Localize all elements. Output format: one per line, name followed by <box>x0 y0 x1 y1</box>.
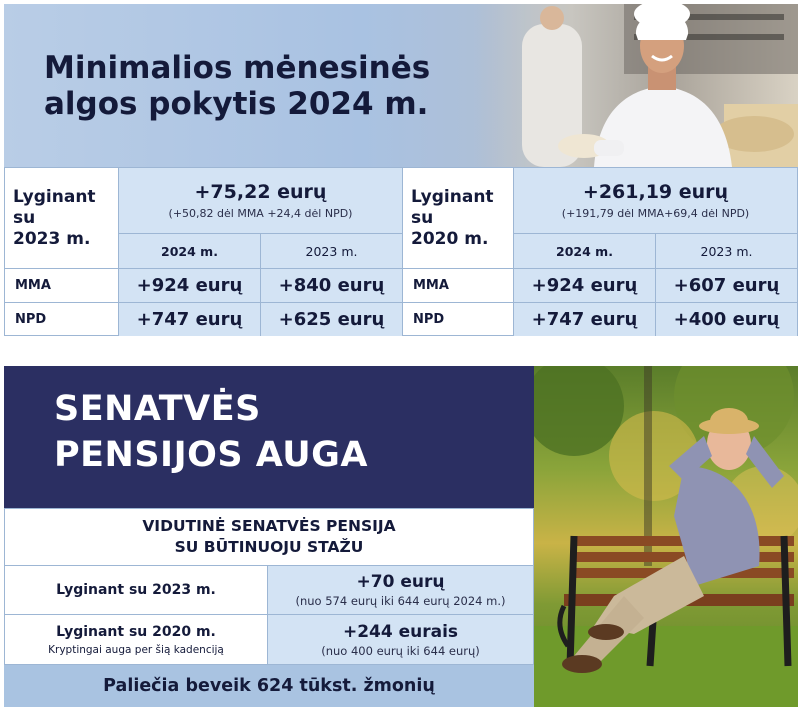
pension-row-2020-label <box>5 615 267 664</box>
compare-2023-line3: 2023 m. <box>13 228 91 249</box>
left-col-2024-header: 2024 m. <box>119 234 260 268</box>
minimum-wage-section <box>4 4 798 336</box>
grid-line <box>513 168 514 336</box>
change-2023-cell <box>119 168 402 233</box>
left-row-npd-2024: +747 eurų <box>119 303 260 336</box>
change-2023-value: +75,22 eurų <box>194 181 327 203</box>
wage-title <box>44 50 484 122</box>
grid-line <box>513 233 797 234</box>
pension-title-panel <box>4 366 534 508</box>
right-row-mma-2023: +607 eurų <box>656 269 797 302</box>
grid-line <box>118 233 402 234</box>
left-row-mma-2024: +924 eurų <box>119 269 260 302</box>
compare-2020-line1: Lyginant <box>411 186 494 207</box>
pension-row-2023-label-text: Lyginant su 2023 m. <box>56 582 216 598</box>
pension-row-2020-label-text: Lyginant su 2020 m. <box>56 623 216 640</box>
pension-table-header <box>5 509 533 565</box>
right-row-npd-2024: +747 eurų <box>514 303 655 336</box>
grid-line <box>5 614 533 615</box>
pension-row-2023-note: (nuo 574 eurų iki 644 eurų 2024 m.) <box>295 594 506 608</box>
pension-title-line1: SENATVĖS <box>54 389 261 429</box>
elderly-man-on-bench-photo <box>534 366 798 707</box>
pension-row-2023-value: +70 eurų <box>356 572 445 592</box>
baker-woman-photo <box>474 4 798 167</box>
right-col-2023-header: 2023 m. <box>656 234 797 268</box>
change-2020-cell <box>514 168 797 233</box>
pension-row-2023-label <box>5 566 267 614</box>
grid-line <box>5 565 533 566</box>
pension-row-2023-value-cell <box>268 566 533 614</box>
compare-2020-line3: 2020 m. <box>411 228 489 249</box>
pension-title <box>54 386 368 478</box>
pension-row-2020-sub: Kryptingai auga per šią kadenciją <box>48 643 224 656</box>
compare-2020-line2: su <box>411 207 434 228</box>
compare-2023-line1: Lyginant <box>13 186 96 207</box>
grid-line <box>267 565 268 664</box>
pension-header-line2: SU BŪTINUOJU STAŽU <box>174 538 364 556</box>
pension-row-2020-value-cell <box>268 615 533 664</box>
right-row-npd-label: NPD <box>413 312 445 327</box>
grid-line <box>655 233 656 336</box>
left-row-mma-label: MMA <box>15 278 51 293</box>
grid-line <box>118 168 119 336</box>
left-row-mma-2023: +840 eurų <box>261 269 402 302</box>
change-2023-note: (+50,82 dėl MMA +24,4 dėl NPD) <box>168 207 353 220</box>
compare-2020-label <box>403 168 513 268</box>
change-2020-note: (+191,79 dėl MMA+69,4 dėl NPD) <box>561 207 750 220</box>
compare-2023-label <box>5 168 118 268</box>
pension-table <box>4 508 534 665</box>
right-row-mma-2024: +924 eurų <box>514 269 655 302</box>
grid-line <box>5 302 797 303</box>
wage-comparison-table <box>4 167 798 336</box>
grid-line <box>402 168 403 336</box>
left-col-2023-header: 2023 m. <box>261 234 402 268</box>
right-row-npd-2023: +400 eurų <box>656 303 797 336</box>
pension-footer: Paliečia beveik 624 tūkst. žmonių <box>4 665 534 707</box>
grid-line <box>5 268 797 269</box>
wage-title-line2: algos pokytis 2024 m. <box>44 86 429 122</box>
pension-row-2020-note: (nuo 400 eurų iki 644 eurų) <box>321 643 480 658</box>
compare-2023-line2: su <box>13 207 36 228</box>
left-row-npd-label: NPD <box>15 312 47 327</box>
pension-title-line2: PENSIJOS AUGA <box>54 435 368 475</box>
pension-header-line1: VIDUTINĖ SENATVĖS PENSIJA <box>142 517 396 535</box>
change-2020-value: +261,19 eurų <box>582 181 729 203</box>
pension-row-2020-value: +244 eurais <box>342 621 459 642</box>
left-row-npd-2023: +625 eurų <box>261 303 402 336</box>
wage-hero-banner <box>4 4 798 167</box>
right-col-2024-header: 2024 m. <box>514 234 655 268</box>
wage-title-line1: Minimalios mėnesinės <box>44 50 431 86</box>
right-row-mma-label: MMA <box>413 278 449 293</box>
pension-section <box>4 366 798 707</box>
grid-line <box>260 233 261 336</box>
